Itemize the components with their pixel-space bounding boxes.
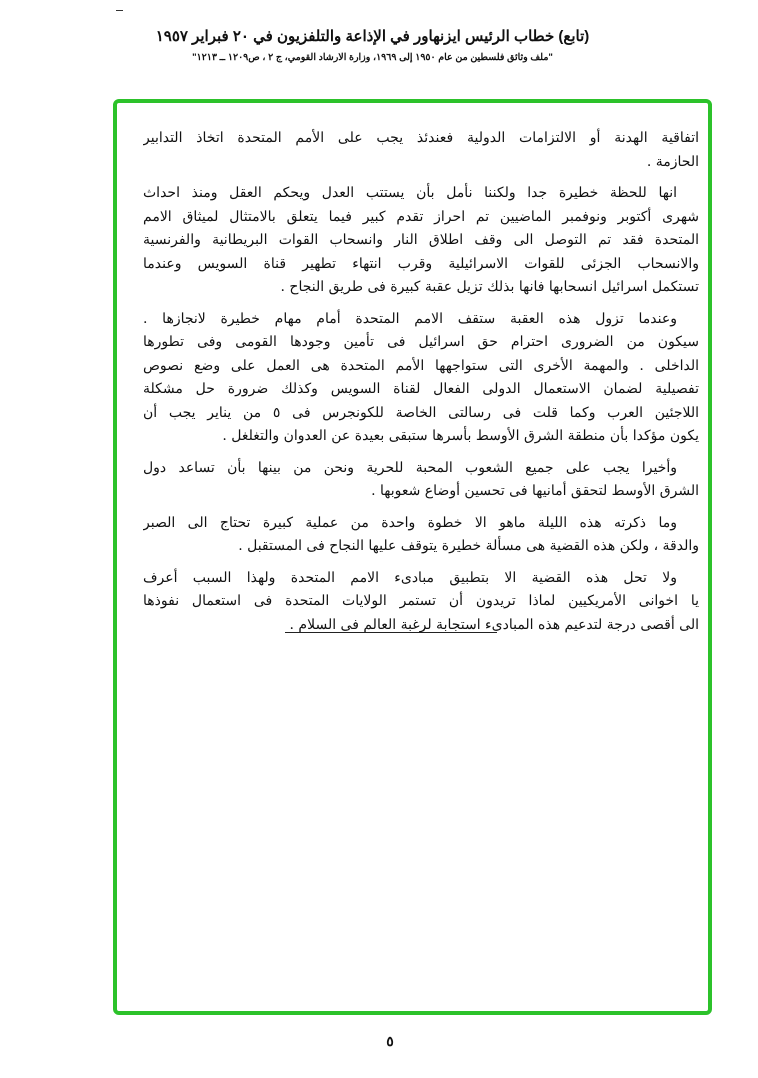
paragraph xyxy=(143,512,699,559)
document-title: (تابع) خطاب الرئيس ايزنهاور في الإذاعة والتلفزيون في ٢٠ فبراير ١٩٥٧ xyxy=(155,28,590,45)
paragraph xyxy=(143,127,699,174)
text-line: تستكمل اسرائيل انسحابها فانها بذلك تزيل عقبة كبيرة فى طريق النجاح . xyxy=(280,279,699,295)
text-line: تفصيلية لضمان الاستعمال الدولى الفعال لقناة السويس وكذلك ضرورة حل مشكلة xyxy=(143,381,699,397)
paragraph xyxy=(143,567,699,638)
text-line: الى أقصى درجة لتدعيم هذه المبادىء استجابة لرغبة العالم فى السلام . xyxy=(289,616,699,633)
text-line: الشرق الأوسط لتحقق أمانيها فى تحسين أوضاع شعوبها . xyxy=(371,483,699,499)
end-rule xyxy=(285,632,497,633)
text-line: شهرى أكتوبر ونوفمبر الماضيين تم احراز تقدم كبير فيما يتعلق بالامتثال لميثاق الامم xyxy=(143,208,699,225)
scan-mark xyxy=(116,10,123,11)
paragraph xyxy=(143,182,699,300)
text-line: والدقة ، ولكن هذه القضية هى مسألة خطيرة يتوقف عليها النجاح فى المستقبل . xyxy=(238,538,699,554)
text-line: اللاجئين العرب وكما قلت فى رسالتى الخاصة للكونجرس فى ٥ من يناير يجب أن xyxy=(143,404,699,421)
text-line: المتحدة فقد تم التوصل الى وقف اطلاق النار وانسحاب القوات البريطانية والفرنسية xyxy=(143,232,699,248)
text-line: اتفاقية الهدنة أو الالتزامات الدولية فعندئذ يجب على الأمم المتحدة اتخاذ التدابير xyxy=(143,130,699,146)
text-line: الحازمة . xyxy=(646,153,699,170)
text-line: يا اخوانى الأمريكيين لماذا تريدون أن تستمر الولايات المتحدة فى استعمال نفوذها xyxy=(143,593,699,609)
text-line: سيكون من الضرورى احترام حق اسرائيل فى تأمين وجودها القومى وفى تطورها xyxy=(143,334,699,350)
text-line: الداخلى . والمهمة الأخرى التى ستواجهها الأمم المتحدة هى العمل على وضع نصوص xyxy=(143,357,699,374)
text-line: وأخيرا يجب على جميع الشعوب المحبة للحرية ونحن من بينها بأن تساعد دول xyxy=(143,459,677,476)
paragraph xyxy=(143,308,699,449)
text-line: والانسحاب الجزئى للقوات الاسرائيلية وقرب انتهاء تطهير قناة السويس وعندما xyxy=(143,255,699,272)
text-line: وعندما تزول هذه العقبة ستقف الامم المتحدة أمام مهام خطيرة لانجازها . xyxy=(143,310,677,327)
paragraph xyxy=(143,457,699,504)
text-line: يكون مؤكدا بأن منطقة الشرق الأوسط بأسرها ستبقى بعيدة عن العدوان والتغلغل . xyxy=(222,428,699,444)
text-line: وما ذكرته هذه الليلة ماهو الا خطوة واحدة من عملية كبيرة تحتاج الى الصبر xyxy=(143,514,677,531)
text-line: انها للحظة خطيرة جدا ولكننا نأمل بأن يستتب العدل ويحكم العقل ومنذ احداث xyxy=(143,185,677,201)
page-number: ٥ xyxy=(386,1034,394,1050)
document-body xyxy=(143,127,699,645)
text-line: ولا تحل هذه القضية الا بتطبيق مبادىء الامم المتحدة ولهذا السبب أعرف xyxy=(143,569,677,586)
document-source: "ملف وثائق فلسطين من عام ١٩٥٠ إلى ١٩٦٩، وزارة الارشاد القومي، ج ٢ ، ص١٢٠٩ ــ ١٢١٣" xyxy=(192,52,553,63)
